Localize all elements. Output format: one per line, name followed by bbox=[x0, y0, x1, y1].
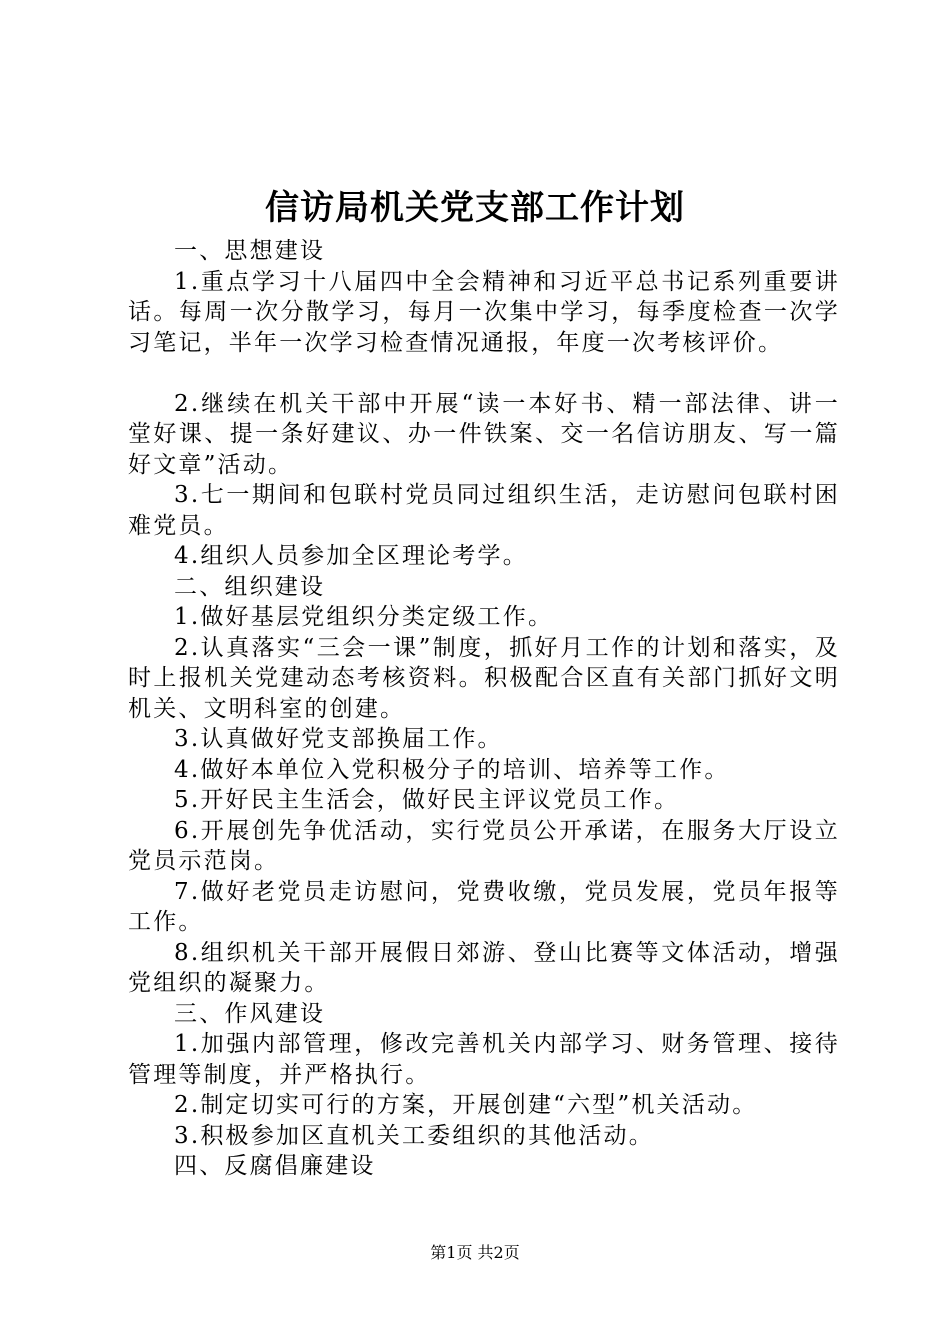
paragraph: 3.积极参加区直机关工委组织的其他活动。 bbox=[174, 1122, 654, 1149]
paragraph: 4.做好本单位入党积极分子的培训、培养等工作。 bbox=[174, 756, 730, 783]
paragraph: 3.认真做好党支部换届工作。 bbox=[174, 726, 503, 752]
paragraph: 4.组织人员参加全区理论考学。 bbox=[174, 543, 528, 569]
document-body bbox=[128, 236, 840, 1182]
section-heading-anticorruption: 四、反腐倡廉建设 bbox=[174, 1153, 376, 1179]
document-title: 信访局机关党支部工作计划 bbox=[265, 188, 685, 228]
paragraph: 1.重点学习十八届四中全会精神和习近平总书记系列重要讲话。每周一次分散学习，每月一次集中学习，每季度检查一次学习笔记，半年一次学习检查情况通报，年度一次考核评价。 bbox=[128, 268, 840, 356]
paragraph: 1.做好基层党组织分类定级工作。 bbox=[174, 604, 554, 630]
paragraph: 6.开展创先争优活动，实行党员公开承诺，在服务大厅设立党员示范岗。 bbox=[128, 817, 840, 874]
paragraph: 2.制定切实可行的方案，开展创建“六型”机关活动。 bbox=[174, 1092, 758, 1118]
paragraph: 5.开好民主生活会，做好民主评议党员工作。 bbox=[174, 787, 680, 813]
page-footer: 第1页 共2页 bbox=[430, 1243, 520, 1262]
section-heading-ideology: 一、思想建设 bbox=[174, 238, 326, 264]
paragraph: 8.组织机关干部开展假日郊游、登山比赛等文体活动，增强党组织的凝聚力。 bbox=[128, 939, 840, 996]
section-heading-organization: 二、组织建设 bbox=[174, 573, 326, 600]
paragraph: 1.加强内部管理，修改完善机关内部学习、财务管理、接待管理等制度，并严格执行。 bbox=[128, 1031, 840, 1088]
paragraph: 7.做好老党员走访慰问，党费收缴，党员发展，党员年报等工作。 bbox=[128, 878, 840, 935]
paragraph: 3.七一期间和包联村党员同过组织生活，走访慰问包联村困难党员。 bbox=[128, 482, 840, 539]
paragraph: 2.认真落实“三会一课”制度，抓好月工作的计划和落实，及时上报机关党建动态考核资料。积极配合区直有关部门抓好文明机关、文明科室的创建。 bbox=[128, 634, 840, 722]
paragraph: 2.继续在机关干部中开展“读一本好书、精一部法律、讲一堂好课、提一条好建议、办一件铁案、交一名信访朋友、写一篇好文章”活动。 bbox=[128, 390, 840, 478]
section-heading-style: 三、作风建设 bbox=[174, 1000, 326, 1027]
blank-line bbox=[128, 358, 840, 389]
